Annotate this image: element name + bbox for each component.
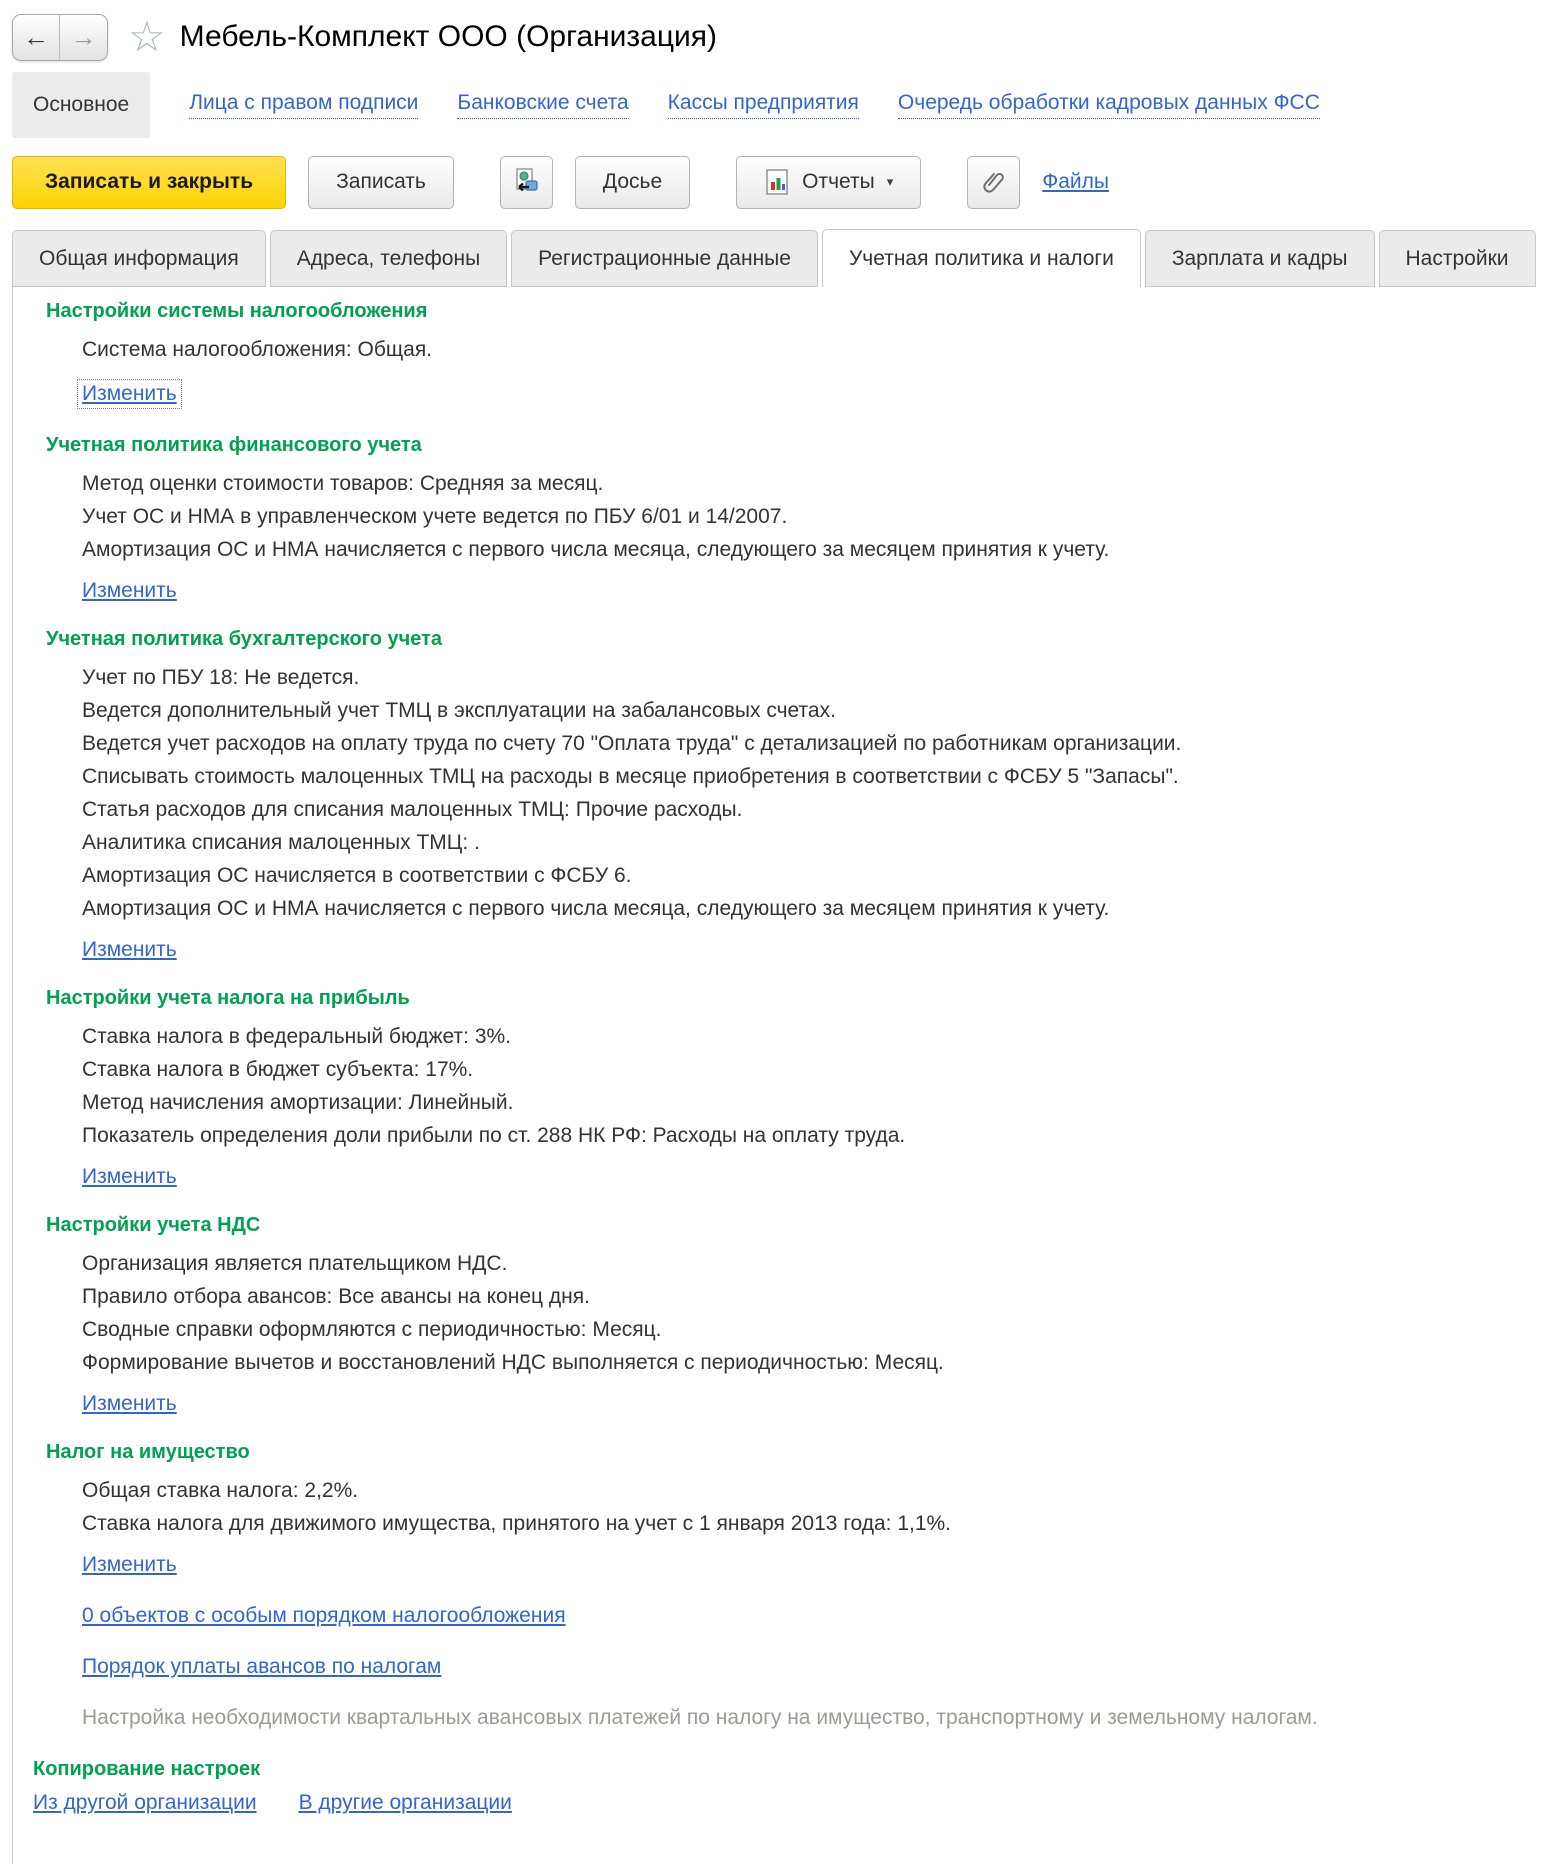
save-close-button[interactable]: Записать и закрыть [12,156,286,209]
tab-strip [12,229,1556,287]
setting-line: Правило отбора авансов: Все авансы на конец дня. [82,1285,590,1308]
tab-general-info[interactable]: Общая информация [12,230,266,287]
favorite-star-icon[interactable]: ☆ [128,13,166,60]
advance-payment-order-link[interactable]: Порядок уплаты авансов по налогам [82,1655,442,1678]
setting-line: Учет по ПБУ 18: Не ведется. [82,666,360,689]
nav-link-signatories[interactable]: Лица с правом подписи [189,91,418,119]
tab-settings[interactable]: Настройки [1379,230,1536,287]
dossier-button[interactable]: Досье [575,156,690,209]
files-link[interactable]: Файлы [1042,170,1109,193]
command-bar [12,155,1556,209]
paperclip-icon [979,167,1009,197]
setting-line: Амортизация ОС начисляется в соответствии с ФСБУ 6. [82,864,632,887]
section-copy-settings [33,1758,1546,1815]
setting-line: Списывать стоимость малоценных ТМЦ на расходы в месяце приобретения в соответствии с ФСБУ 5 "Запасы". [82,765,1179,788]
setting-line: Общая ставка налога: 2,2%. [82,1479,359,1502]
section-title: Настройки учета НДС [46,1214,261,1236]
report-chart-icon [764,168,790,196]
tab-accounting-policy[interactable]: Учетная политика и налоги [822,229,1141,287]
setting-line: Формирование вычетов и восстановлений НДС выполняется с периодичностью: Месяц. [82,1351,944,1374]
change-link[interactable]: Изменить [82,1165,177,1188]
section-vat [46,1214,1546,1416]
setting-line: Ведется дополнительный учет ТМЦ в эксплуатации на забалансовых счетах. [82,699,836,722]
setting-line: Организация является плательщиком НДС. [82,1252,508,1275]
reload-button[interactable] [500,156,553,209]
back-button[interactable] [13,15,60,60]
back-arrow-icon: ← [23,21,49,52]
change-link[interactable]: Изменить [77,379,182,409]
nav-item-main[interactable]: Основное [12,72,150,138]
window-header [0,0,1556,62]
setting-line: Амортизация ОС и НМА начисляется с первого числа месяца, следующего за месяцем принятия к учету. [82,897,1110,920]
tab-content-panel [12,287,1556,1864]
setting-line: Учет ОС и НМА в управленческом учете ведется по ПБУ 6/01 и 14/2007. [82,505,788,528]
section-title: Налог на имущество [46,1441,250,1463]
section-accounting-policy [46,628,1546,962]
section-financial-policy [46,434,1546,603]
section-title: Настройки системы налогообложения [46,300,428,322]
reload-document-icon [511,167,541,197]
tab-registration-data[interactable]: Регистрационные данные [511,230,818,287]
setting-line: Метод оценки стоимости товаров: Средняя за месяц. [82,472,604,495]
chevron-down-icon: ▾ [886,174,894,189]
setting-line: Амортизация ОС и НМА начисляется с первого числа месяца, следующего за месяцем принятия к учету. [82,538,1110,561]
page-title: Мебель-Комплект ООО (Организация) [179,20,718,53]
nav-link-bank-accounts[interactable]: Банковские счета [457,91,628,119]
section-profit-tax [46,987,1546,1189]
section-title: Учетная политика бухгалтерского учета [46,628,443,650]
nav-link-cash-desks[interactable]: Кассы предприятия [668,91,859,119]
setting-line: Система налогообложения: Общая. [82,338,433,361]
setting-line: Ставка налога в федеральный бюджет: 3%. [82,1025,512,1048]
tab-addresses-phones[interactable]: Адреса, телефоны [270,230,507,287]
copy-to-organizations-link[interactable]: В другие организации [298,1791,512,1814]
tab-payroll-hr[interactable]: Зарплата и кадры [1145,230,1375,287]
change-link[interactable]: Изменить [82,1392,177,1415]
reports-label: Отчеты [802,170,875,193]
forward-arrow-icon: → [70,21,97,52]
forward-button[interactable] [60,15,107,60]
section-title: Настройки учета налога на прибыль [46,987,410,1009]
attachments-button[interactable] [967,156,1020,209]
section-title: Копирование настроек [33,1758,261,1780]
section-title: Учетная политика финансового учета [46,434,422,456]
special-tax-objects-link[interactable]: 0 объектов с особым порядком налогообложения [82,1604,566,1627]
change-link[interactable]: Изменить [82,938,177,961]
setting-line: Ведется учет расходов на оплату труда по счету 70 "Оплата труда" с детализацией по работникам организации. [82,732,1182,755]
nav-link-fss-queue[interactable]: Очередь обработки кадровых данных ФСС [898,91,1320,119]
setting-line: Ставка налога для движимого имущества, принятого на учет с 1 января 2013 года: 1,1%. [82,1512,952,1535]
setting-line: Ставка налога в бюджет субъекта: 17%. [82,1058,474,1081]
reports-button[interactable] [736,156,921,209]
navigation-bar [12,72,1556,138]
setting-line: Показатель определения доли прибыли по ст. 288 НК РФ: Расходы на оплату труда. [82,1124,906,1147]
setting-line: Статья расходов для списания малоценных ТМЦ: Прочие расходы. [82,798,743,821]
change-link[interactable]: Изменить [82,1553,177,1576]
section-property-tax [46,1441,1546,1733]
advance-payment-note: Настройка необходимости квартальных авансовых платежей по налогу на имущество, транспортному и земельному налогам. [82,1706,1318,1729]
setting-line: Сводные справки оформляются с периодичностью: Месяц. [82,1318,662,1341]
save-button[interactable]: Записать [308,156,454,209]
change-link[interactable]: Изменить [82,579,177,602]
history-nav-group [12,14,108,61]
setting-line: Аналитика списания малоценных ТМЦ: . [82,831,480,854]
copy-from-organization-link[interactable]: Из другой организации [33,1791,257,1814]
section-tax-system [46,300,1546,409]
setting-line: Метод начисления амортизации: Линейный. [82,1091,514,1114]
